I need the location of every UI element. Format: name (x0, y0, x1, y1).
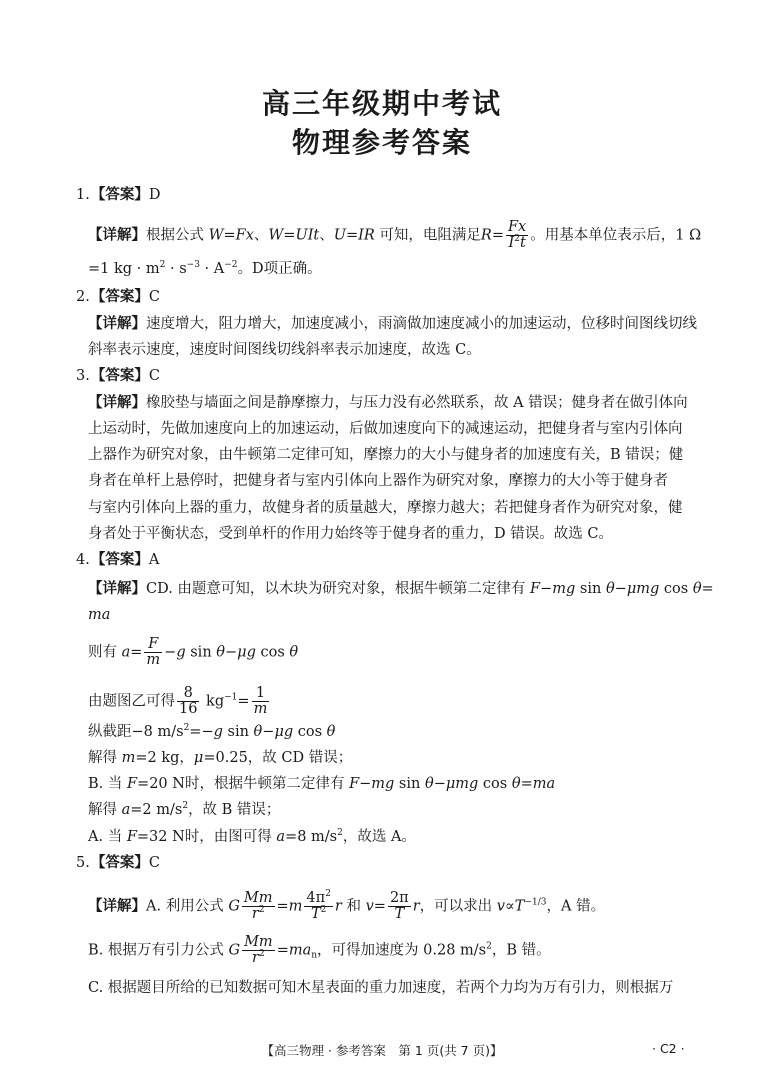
q1-answer-line: 1.【答案】D (76, 187, 161, 203)
q3-detail-line-4: 身者在单杆上悬停时，把健身者与室内引体向上器作为研究对象，摩擦力的大小等于健身者 (88, 473, 668, 489)
q1-detail-line-2: =1 kg · $m^2 \cdot s^{-3} \cdot A^{-2}$。D项正确。 (88, 260, 322, 277)
q3-detail-line-5: 与室内引体向上器的重力，故健身者的质量越大，摩擦力越大；若把健身者作为研究对象，健 (88, 500, 683, 516)
q3-answer-line: 3.【答案】C (76, 368, 160, 384)
q4-detail-line-6: 解得 m=2 kg，μ=0.25，故 CD 错误； (88, 750, 353, 766)
q4-detail-line-3: 则有 a= $\frac{F}{m}$ −g sin θ−μg cos θ (88, 636, 299, 669)
q3-detail-line-3: 上器作为研究对象，由牛顿第二定律可知，摩擦力的大小与健身者的加速度有关，B 错误；健 (88, 447, 684, 463)
q4-detail-line-4: 由题图乙可得 $\frac{8}{16}$ $kg^{-1}=$ $\frac{1}{m}$ (88, 685, 268, 718)
page-subtitle: 物理参考答案 (291, 126, 472, 159)
q3-answer: C (148, 368, 160, 384)
q2-answer-line: 2.【答案】C (76, 289, 160, 305)
q5-answer: C (148, 855, 160, 871)
q5-detail-line-3: C. 根据题目所给的已知数据可知木星表面的重力加速度，若两个力均为万有引力，则根据万 (88, 980, 674, 996)
q4-detail-line-8: 解得 a=2 $m/s^2$，故 B 错误； (88, 801, 281, 818)
q3-detail-line-1: 【详解】橡胶垫与墙面之间是静摩擦力，与压力没有必然联系，故 A 错误；健身者在做引体向 (88, 395, 688, 411)
q4-detail-line-7: B. 当 F=20 N时，根据牛顿第二定律有 F−mg sin θ−μmg cos θ=ma (88, 776, 556, 792)
q5-detail-line-2: B. 根据万有引力公式 G $\frac{Mm}{r^2}$ $=ma_n$，可得加速度为 0.28 $m/s^2$，B 错。 (88, 934, 551, 967)
q4-detail-line-2: ma (88, 607, 111, 623)
q1-answer: D (148, 187, 161, 203)
q4-answer: A (148, 552, 160, 568)
q5-answer-line: 5.【答案】C (76, 855, 160, 871)
page-title: 高三年级期中考试 (261, 87, 502, 120)
page-footer: 【高三物理 · 参考答案 第 1 页(共 7 页)】 (261, 1043, 503, 1058)
q4-detail-line-1: 【详解】CD. 由题意可知，以木块为研究对象，根据牛顿第二定律有 F−mg sin θ−μmg cos θ= (88, 581, 714, 597)
resistance-fraction: $\frac{Fx}{I^2t}$ (508, 219, 527, 252)
page-code: · C2 · (652, 1041, 685, 1056)
q4-detail-line-5: 纵截距−8 $m/s^2=-g$ sin θ−μg cos θ (88, 723, 336, 740)
q2-answer: C (148, 289, 160, 305)
q2-detail-line-2: 斜率表示速度，速度时间图线切线斜率表示加速度，故选 C。 (88, 342, 481, 358)
q2-detail-line-1: 【详解】速度增大，阻力增大，加速度减小，雨滴做加速度减小的加速运动，位移时间图线切线 (88, 316, 697, 332)
q4-detail-line-9: A. 当 F=32 N时，由图可得 a=8 $m/s^2$，故选 A。 (88, 828, 416, 845)
detail-tag: 【详解】 (88, 227, 146, 244)
q4-answer-line: 4.【答案】A (76, 552, 160, 568)
answer-tag: 【答案】 (90, 187, 149, 203)
q1-detail-line-1: 【详解】根据公式 W=Fx、W=UIt、U=IR 可知，电阻满足R= $\frac{Fx}{I^2t}$ 。用基本单位表示后，1 Ω (88, 219, 702, 252)
q5-detail-line-1: 【详解】A. 利用公式 G $\frac{Mm}{r^2}$ =m $\frac{4\pi^2}{T^2}$ r 和 v= $\frac{2\pi}{T}$ r，可以求出 $v\propto T^{-1/3}$，A 错。 (88, 889, 606, 923)
q3-detail-line-6: 身者处于平衡状态，受到单杆的作用力始终等于健身者的重力，D 错误。故选 C。 (88, 526, 613, 542)
q3-detail-line-2: 上运动时，先做加速度向上的加速运动，后做加速度向下的减速运动，把健身者与室内引体向 (88, 421, 683, 437)
